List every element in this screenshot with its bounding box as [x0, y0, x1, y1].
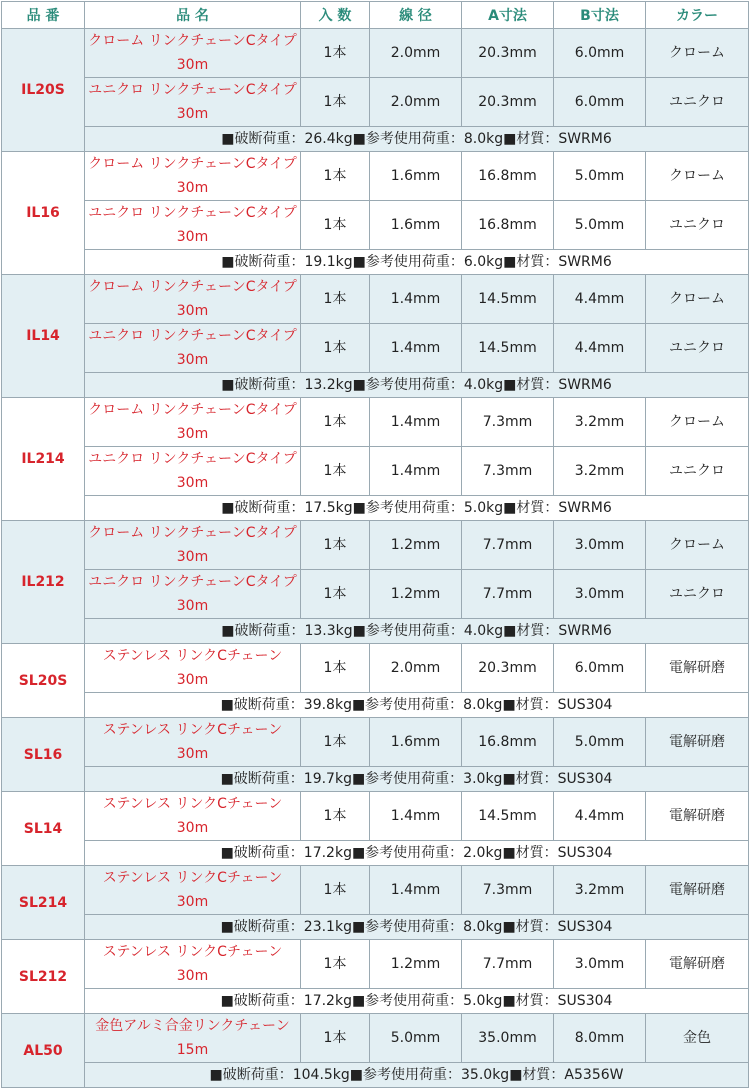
spec-note-row [2, 915, 749, 940]
header-code: 品 番 [2, 2, 85, 29]
color-cell: クローム [646, 521, 749, 570]
table-row [2, 152, 749, 201]
a-size-cell: 16.8mm [462, 201, 554, 250]
spec-note: ■破断荷重：23.1kg■参考使用荷重：8.0kg■材質：SUS304 [85, 915, 749, 940]
spec-note: ■破断荷重：19.7kg■参考使用荷重：3.0kg■材質：SUS304 [85, 767, 749, 792]
spec-note-row [2, 989, 749, 1014]
a-size-cell: 7.3mm [462, 398, 554, 447]
product-name: ステンレス リンクCチェーン 30m [85, 644, 301, 693]
table-row [2, 940, 749, 989]
header-color: カラー [646, 2, 749, 29]
product-name: クローム リンクチェーンCタイプ 30m [85, 275, 301, 324]
a-size-cell: 35.0mm [462, 1014, 554, 1063]
spec-note: ■破断荷重：13.2kg■参考使用荷重：4.0kg■材質：SWRM6 [85, 373, 749, 398]
wire-diameter-cell: 1.6mm [370, 201, 462, 250]
color-cell: クローム [646, 398, 749, 447]
product-name: ステンレス リンクCチェーン 30m [85, 718, 301, 767]
qty-cell: 1本 [301, 644, 370, 693]
table-row [2, 1014, 749, 1063]
b-size-cell: 6.0mm [554, 644, 646, 693]
wire-diameter-cell: 1.4mm [370, 275, 462, 324]
color-cell: ユニクロ [646, 447, 749, 496]
b-size-cell: 5.0mm [554, 152, 646, 201]
header-b-size: B寸法 [554, 2, 646, 29]
wire-diameter-cell: 1.4mm [370, 447, 462, 496]
color-cell: 電解研磨 [646, 792, 749, 841]
header-qty: 入 数 [301, 2, 370, 29]
spec-note: ■破断荷重：19.1kg■参考使用荷重：6.0kg■材質：SWRM6 [85, 250, 749, 275]
wire-diameter-cell: 1.4mm [370, 792, 462, 841]
color-cell: ユニクロ [646, 324, 749, 373]
product-code: SL214 [2, 866, 85, 940]
b-size-cell: 5.0mm [554, 718, 646, 767]
qty-cell: 1本 [301, 866, 370, 915]
spec-note: ■破断荷重：39.8kg■参考使用荷重：8.0kg■材質：SUS304 [85, 693, 749, 718]
product-name: ユニクロ リンクチェーンCタイプ 30m [85, 201, 301, 250]
spec-note: ■破断荷重：17.2kg■参考使用荷重：2.0kg■材質：SUS304 [85, 841, 749, 866]
wire-diameter-cell: 2.0mm [370, 78, 462, 127]
product-name: ユニクロ リンクチェーンCタイプ 30m [85, 570, 301, 619]
spec-note-row [2, 373, 749, 398]
product-code: IL16 [2, 152, 85, 275]
b-size-cell: 3.2mm [554, 447, 646, 496]
wire-diameter-cell: 2.0mm [370, 29, 462, 78]
product-name: クローム リンクチェーンCタイプ 30m [85, 521, 301, 570]
color-cell: 電解研磨 [646, 940, 749, 989]
a-size-cell: 7.7mm [462, 940, 554, 989]
table-row [2, 570, 749, 619]
b-size-cell: 5.0mm [554, 201, 646, 250]
spec-note-row [2, 619, 749, 644]
qty-cell: 1本 [301, 1014, 370, 1063]
a-size-cell: 20.3mm [462, 29, 554, 78]
b-size-cell: 3.0mm [554, 521, 646, 570]
qty-cell: 1本 [301, 570, 370, 619]
product-code: AL50 [2, 1014, 85, 1088]
product-name: ユニクロ リンクチェーンCタイプ 30m [85, 324, 301, 373]
qty-cell: 1本 [301, 78, 370, 127]
table-row [2, 29, 749, 78]
color-cell: クローム [646, 152, 749, 201]
b-size-cell: 6.0mm [554, 78, 646, 127]
qty-cell: 1本 [301, 940, 370, 989]
color-cell: ユニクロ [646, 78, 749, 127]
a-size-cell: 14.5mm [462, 275, 554, 324]
a-size-cell: 7.7mm [462, 570, 554, 619]
product-code: SL212 [2, 940, 85, 1014]
product-name: クローム リンクチェーンCタイプ 30m [85, 152, 301, 201]
qty-cell: 1本 [301, 521, 370, 570]
product-name: クローム リンクチェーンCタイプ 30m [85, 398, 301, 447]
product-code: IL20S [2, 29, 85, 152]
a-size-cell: 16.8mm [462, 152, 554, 201]
qty-cell: 1本 [301, 398, 370, 447]
product-name: 金色アルミ合金リンクチェーン 15m [85, 1014, 301, 1063]
spec-note: ■破断荷重：13.3kg■参考使用荷重：4.0kg■材質：SWRM6 [85, 619, 749, 644]
spec-note-row [2, 496, 749, 521]
wire-diameter-cell: 1.2mm [370, 940, 462, 989]
b-size-cell: 3.2mm [554, 398, 646, 447]
spec-note: ■破断荷重：17.5kg■参考使用荷重：5.0kg■材質：SWRM6 [85, 496, 749, 521]
b-size-cell: 8.0mm [554, 1014, 646, 1063]
spec-note: ■破断荷重：26.4kg■参考使用荷重：8.0kg■材質：SWRM6 [85, 127, 749, 152]
table-row [2, 447, 749, 496]
wire-diameter-cell: 5.0mm [370, 1014, 462, 1063]
chain-spec-table [1, 1, 749, 1088]
b-size-cell: 3.0mm [554, 570, 646, 619]
b-size-cell: 3.0mm [554, 940, 646, 989]
wire-diameter-cell: 1.4mm [370, 324, 462, 373]
a-size-cell: 14.5mm [462, 324, 554, 373]
spec-note-row [2, 693, 749, 718]
product-name: ステンレス リンクCチェーン 30m [85, 866, 301, 915]
b-size-cell: 3.2mm [554, 866, 646, 915]
qty-cell: 1本 [301, 792, 370, 841]
table-row [2, 201, 749, 250]
a-size-cell: 7.3mm [462, 447, 554, 496]
table-row [2, 718, 749, 767]
table-row [2, 866, 749, 915]
header-name: 品 名 [85, 2, 301, 29]
qty-cell: 1本 [301, 718, 370, 767]
spec-note: ■破断荷重：104.5kg■参考使用荷重：35.0kg■材質：A5356W [85, 1063, 749, 1088]
spec-note-row [2, 127, 749, 152]
product-name: ステンレス リンクCチェーン 30m [85, 940, 301, 989]
table-row [2, 792, 749, 841]
color-cell: ユニクロ [646, 201, 749, 250]
qty-cell: 1本 [301, 324, 370, 373]
color-cell: 電解研磨 [646, 866, 749, 915]
b-size-cell: 4.4mm [554, 792, 646, 841]
header-wire: 線 径 [370, 2, 462, 29]
product-name: ユニクロ リンクチェーンCタイプ 30m [85, 78, 301, 127]
spec-note: ■破断荷重：17.2kg■参考使用荷重：5.0kg■材質：SUS304 [85, 989, 749, 1014]
qty-cell: 1本 [301, 447, 370, 496]
qty-cell: 1本 [301, 201, 370, 250]
wire-diameter-cell: 1.4mm [370, 398, 462, 447]
table-row [2, 521, 749, 570]
product-code: IL214 [2, 398, 85, 521]
product-code: IL14 [2, 275, 85, 398]
product-name: ユニクロ リンクチェーンCタイプ 30m [85, 447, 301, 496]
table-body [2, 29, 749, 1088]
color-cell: 電解研磨 [646, 644, 749, 693]
qty-cell: 1本 [301, 275, 370, 324]
table-row [2, 78, 749, 127]
table-row [2, 275, 749, 324]
table-row [2, 324, 749, 373]
wire-diameter-cell: 1.4mm [370, 866, 462, 915]
b-size-cell: 6.0mm [554, 29, 646, 78]
a-size-cell: 16.8mm [462, 718, 554, 767]
a-size-cell: 7.7mm [462, 521, 554, 570]
a-size-cell: 20.3mm [462, 644, 554, 693]
product-name: クローム リンクチェーンCタイプ 30m [85, 29, 301, 78]
a-size-cell: 20.3mm [462, 78, 554, 127]
qty-cell: 1本 [301, 152, 370, 201]
header-row [2, 2, 749, 29]
wire-diameter-cell: 2.0mm [370, 644, 462, 693]
wire-diameter-cell: 1.2mm [370, 521, 462, 570]
a-size-cell: 14.5mm [462, 792, 554, 841]
b-size-cell: 4.4mm [554, 275, 646, 324]
color-cell: ユニクロ [646, 570, 749, 619]
spec-note-row [2, 250, 749, 275]
header-a-size: A寸法 [462, 2, 554, 29]
color-cell: 電解研磨 [646, 718, 749, 767]
a-size-cell: 7.3mm [462, 866, 554, 915]
wire-diameter-cell: 1.2mm [370, 570, 462, 619]
product-name: ステンレス リンクCチェーン 30m [85, 792, 301, 841]
qty-cell: 1本 [301, 29, 370, 78]
product-code: SL20S [2, 644, 85, 718]
b-size-cell: 4.4mm [554, 324, 646, 373]
color-cell: 金色 [646, 1014, 749, 1063]
wire-diameter-cell: 1.6mm [370, 152, 462, 201]
spec-note-row [2, 1063, 749, 1088]
color-cell: クローム [646, 275, 749, 324]
spec-note-row [2, 767, 749, 792]
product-code: SL16 [2, 718, 85, 792]
wire-diameter-cell: 1.6mm [370, 718, 462, 767]
table-row [2, 398, 749, 447]
color-cell: クローム [646, 29, 749, 78]
product-code: IL212 [2, 521, 85, 644]
table-row [2, 644, 749, 693]
product-code: SL14 [2, 792, 85, 866]
spec-note-row [2, 841, 749, 866]
